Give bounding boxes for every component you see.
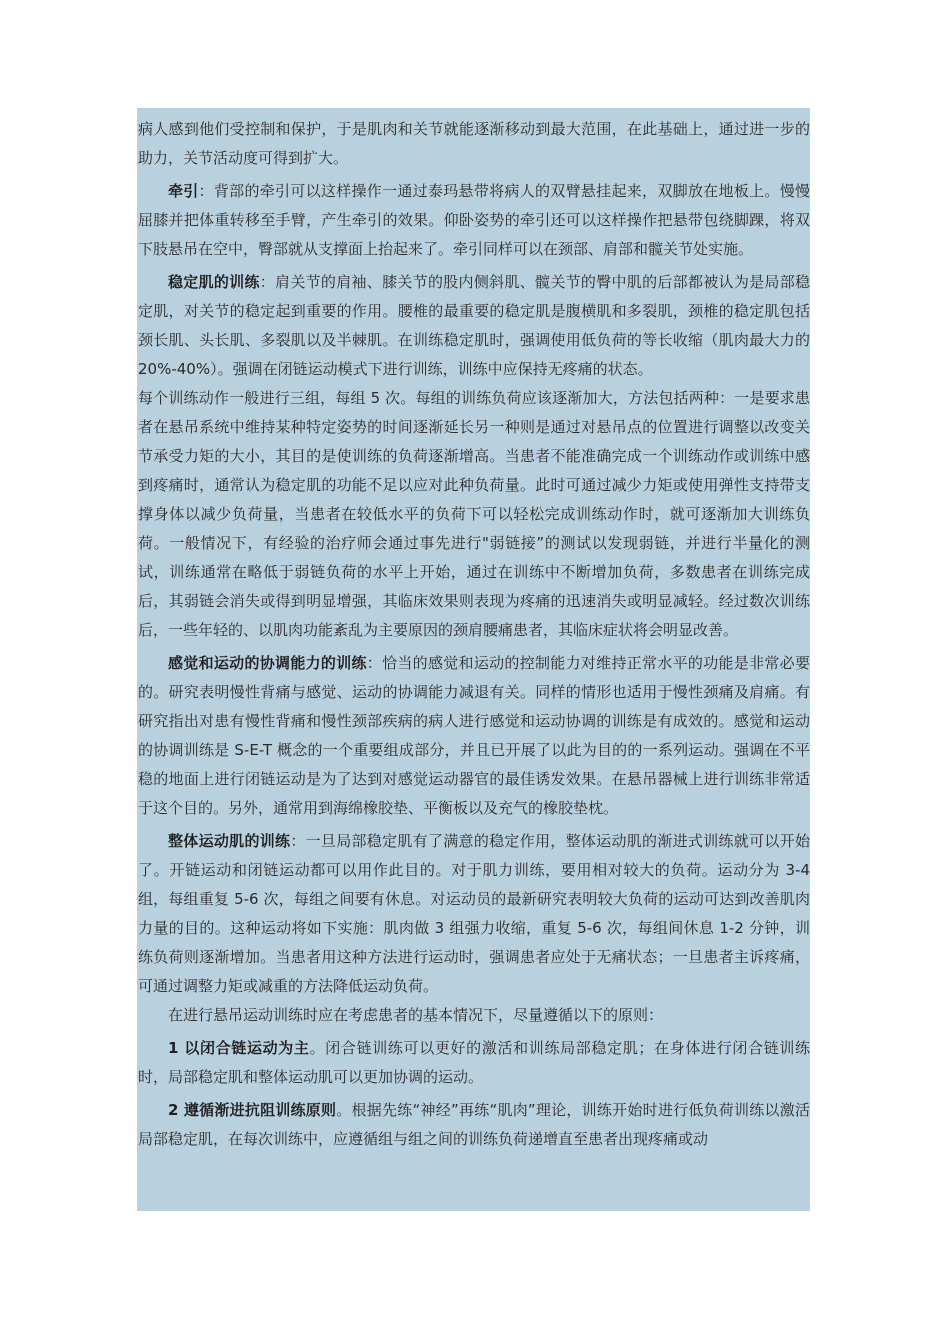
stabilizer-heading: 稳定肌的训练: [168, 273, 260, 291]
paragraph-global: [138, 827, 810, 1001]
paragraph-sets: [138, 384, 810, 645]
stabilizer-text: ：肩关节的肩袖、膝关节的股内侧斜肌、髋关节的臀中肌的后部都被认为是局部稳定肌，对关节的稳定起到重要的作用。腰椎的最重要的稳定肌是腹横肌和多裂肌，颈椎的稳定肌包括颈长肌、头长肌、多裂肌以及半棘肌。在训练稳定肌时，强调使用低负荷的等长收缩（肌肉最大力的 20%-40%）。强调在闭链运动模式下进行训练，训练中应保持无疼痛的状态。: [138, 273, 810, 378]
document-page: [137, 108, 810, 1211]
paragraph-sensory: [138, 649, 810, 823]
rule-1-heading: 1 以闭合链运动为主: [168, 1039, 310, 1057]
global-heading: 整体运动肌的训练: [168, 832, 291, 850]
paragraph-intro: [138, 115, 810, 173]
paragraph-intro-text: 病人感到他们受控制和保护，于是肌肉和关节就能逐渐移动到最大范围，在此基础上，通过进一步的助力，关节活动度可得到扩大。: [138, 120, 810, 167]
paragraph-rule-1: [138, 1034, 810, 1092]
sets-text: 每个训练动作一般进行三组，每组 5 次。每组的训练负荷应该逐渐加大，方法包括两种：一是要求患者在悬吊系统中维持某种特定姿势的时间逐渐延长另一种则是通过对悬吊点的位置进行调整以改变关节承受力矩的大小，其目的是使训练的负荷逐渐增高。当患者不能准确完成一个训练动作或训练中感到疼痛时，通常认为稳定肌的功能不足以应对此种负荷量。此时可通过减少力矩或使用弹性支持带支撑身体以减少负荷量，当患者在较低水平的负荷下可以轻松完成训练动作时，就可逐渐加大训练负荷。一般情况下，有经验的治疗师会通过事先进行"弱链接”的测试以发现弱链，并进行半量化的测试，训练通常在略低于弱链负荷的水平上开始，通过在训练中不断增加负荷，多数患者在训练完成后，其弱链会消失或得到明显增强，其临床效果则表现为疼痛的迅速消失或明显减轻。经过数次训练后，一些年轻的、以肌肉功能紊乱为主要原因的颈肩腰痛患者，其临床症状将会明显改善。: [138, 389, 810, 639]
rule-2-text: 。根据先练“神经”再练“肌肉”理论，训练开始时进行低负荷训练以激活局部稳定肌，在每次训练中，应遵循组与组之间的训练负荷递增直至患者出现疼痛或动: [138, 1101, 810, 1148]
rule-2-heading: 2 遵循渐进抗阻训练原则: [168, 1101, 337, 1119]
paragraph-principles: [138, 1001, 810, 1030]
paragraph-traction: [138, 177, 810, 264]
sensory-text: ：恰当的感觉和运动的控制能力对维持正常水平的功能是非常必要的。研究表明慢性背痛与感觉、运动的协调能力减退有关。同样的情形也适用于慢性颈痛及肩痛。有研究指出对患有慢性背痛和慢性颈部疾病的病人进行感觉和运动协调的训练是有成效的。感觉和运动的协调训练是 S-E-T 概念的一个重要组成部分，并且已开展了以此为目的的一系列运动。强调在不平稳的地面上进行闭链运动是为了达到对感觉运动器官的最佳诱发效果。在悬吊器械上进行训练非常适于这个目的。另外，通常用到海绵橡胶垫、平衡板以及充气的橡胶垫枕。: [138, 654, 810, 817]
traction-text: ：背部的牵引可以这样操作一通过泰玛悬带将病人的双臂悬挂起来，双脚放在地板上。慢慢屈膝并把体重转移至手臂，产生牵引的效果。仰卧姿势的牵引还可以这样操作把悬带包绕脚踝，将双下肢悬吊在空中，臀部就从支撑面上抬起来了。牵引同样可以在颈部、肩部和髋关节处实施。: [138, 182, 810, 258]
rule-1-text: 。闭合链训练可以更好的激活和训练局部稳定肌；在身体进行闭合链训练时，局部稳定肌和整体运动肌可以更加协调的运动。: [138, 1039, 810, 1086]
traction-heading: 牵引: [168, 182, 199, 200]
principles-text: 在进行悬吊运动训练时应在考虑患者的基本情况下，尽量遵循以下的原则：: [168, 1006, 664, 1024]
sensory-heading: 感觉和运动的协调能力的训练: [168, 654, 367, 672]
paragraph-rule-2: [138, 1096, 810, 1154]
paragraph-stabilizer: [138, 268, 810, 384]
global-text: ：一旦局部稳定肌有了满意的稳定作用，整体运动肌的渐进式训练就可以开始了。开链运动和闭链运动都可以用作此目的。对于肌力训练，要用相对较大的负荷。运动分为 3-4 组，每组重复 5-6 次，每组之间要有休息。对运动员的最新研究表明较大负荷的运动可达到改善肌肉力量的目的。这种运动将如下实施：肌肉做 3 组强力收缩，重复 5-6 次，每组间休息 1-2 分钟，训练负荷则逐渐增加。当患者用这种方法进行运动时，强调患者应处于无痛状态；一旦患者主诉疼痛，可通过调整力矩或减重的方法降低运动负荷。: [138, 832, 810, 995]
